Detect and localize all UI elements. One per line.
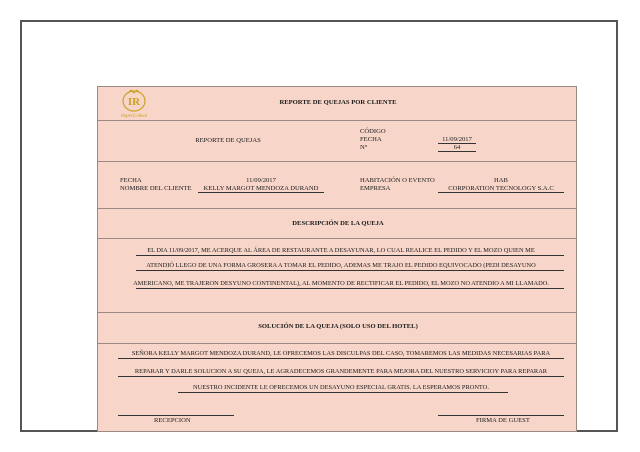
crown-logo-icon	[112, 89, 156, 119]
divider	[98, 343, 576, 344]
divider	[98, 120, 576, 121]
empresa-value: CORPORATION TECNOLOGY S.A.C	[448, 185, 554, 192]
divider	[98, 208, 576, 209]
habitacion-value: HAB	[494, 177, 508, 184]
numero-label: N°	[360, 144, 368, 151]
client-fecha-value: 11/09/2017	[246, 177, 276, 184]
descripcion-underline	[136, 255, 564, 256]
document-page	[20, 20, 618, 432]
recepcion-label: RECEPCION	[154, 417, 191, 424]
habitacion-label: HABITACIÓN O EVENTO	[360, 177, 435, 184]
solucion-underline	[118, 358, 564, 359]
descripcion-line: AMERICANO, ME TRAJERON DESYUNO CONTINENTAL), AL MOMENTO DE RECTIFICAR EL PEDIDO, EL MOZO NO ATENDIO A MI LLAMADO.	[133, 280, 549, 287]
empresa-underline	[438, 192, 564, 193]
divider	[98, 161, 576, 162]
numero-underline	[438, 151, 476, 152]
descripcion-title: DESCRIPCIÓN DE LA QUEJA	[292, 220, 384, 227]
solucion-title: SOLUCIÓN DE LA QUEJA (SOLO USO DEL HOTEL)	[258, 323, 418, 330]
descripcion-line: EL DIA 11/09/2017, ME ACERQUE AL ÁREA DE RESTAURANTE A DESAYUNAR, LO CUAL REALICE EL PEDIDO Y EL MOZO QUIEN ME	[147, 247, 535, 254]
solucion-underline	[178, 392, 508, 393]
report-label: REPORTE DE QUEJAS	[195, 137, 261, 144]
form-title: REPORTE DE QUEJAS POR CLIENTE	[279, 99, 397, 106]
client-name-label: NOMBRE DEL CLIENTE	[120, 185, 192, 192]
client-name-underline	[198, 192, 324, 193]
solucion-underline	[118, 376, 564, 377]
descripcion-underline	[136, 288, 564, 289]
recepcion-signature-line	[118, 415, 234, 416]
descripcion-underline	[136, 270, 564, 271]
complaint-form	[97, 86, 577, 432]
fecha-label: FECHA	[360, 136, 382, 143]
solucion-line: SEÑORA KELLY MARGOT MENDOZA DURAND, LE OFRECEMOS LAS DISCULPAS DEL CASO, TOMAREMOS LAS MEDIDAS NECESARIAS PARA	[131, 350, 551, 357]
empresa-label: EMPRESA	[360, 185, 391, 192]
guest-signature-line	[438, 415, 564, 416]
solucion-line: NUESTRO INCIDENTE LE OFRECEMOS UN DESAYUNO ESPECIAL GRATIS. LA ESPERAMOS PRONTO.	[193, 384, 489, 391]
hotel-logo	[112, 89, 156, 119]
solucion-line: REPARAR Y DARLE SOLUCION A SU QUEJA, LE AGRADECEMOS GRANDEMENTE PARA MEJORA DEL NUESTRO SERVICIOY PARA REPARAR	[134, 368, 548, 375]
logo-monogram: IR	[127, 96, 141, 108]
logo-script: Imperio Real	[120, 114, 148, 119]
divider	[98, 238, 576, 239]
fecha-value: 11/09/2017	[442, 136, 472, 143]
divider	[98, 312, 576, 313]
codigo-label: CÓDIGO	[360, 128, 386, 135]
numero-value: 64	[453, 144, 461, 151]
client-name-value: KELLY MARGOT MENDOZA DURAND	[203, 185, 319, 192]
guest-signature-label: FIRMA DE GUEST	[476, 417, 530, 424]
descripcion-line: ATENDIÓ LLEGO DE UNA FORMA GROSERA A TOMAR EL PEDIDO, ADEMAS ME TRAJO EL PEDIDO EQUIVOCADO (PEDI DESAYUNO	[146, 262, 536, 269]
client-fecha-label: FECHA	[120, 177, 142, 184]
